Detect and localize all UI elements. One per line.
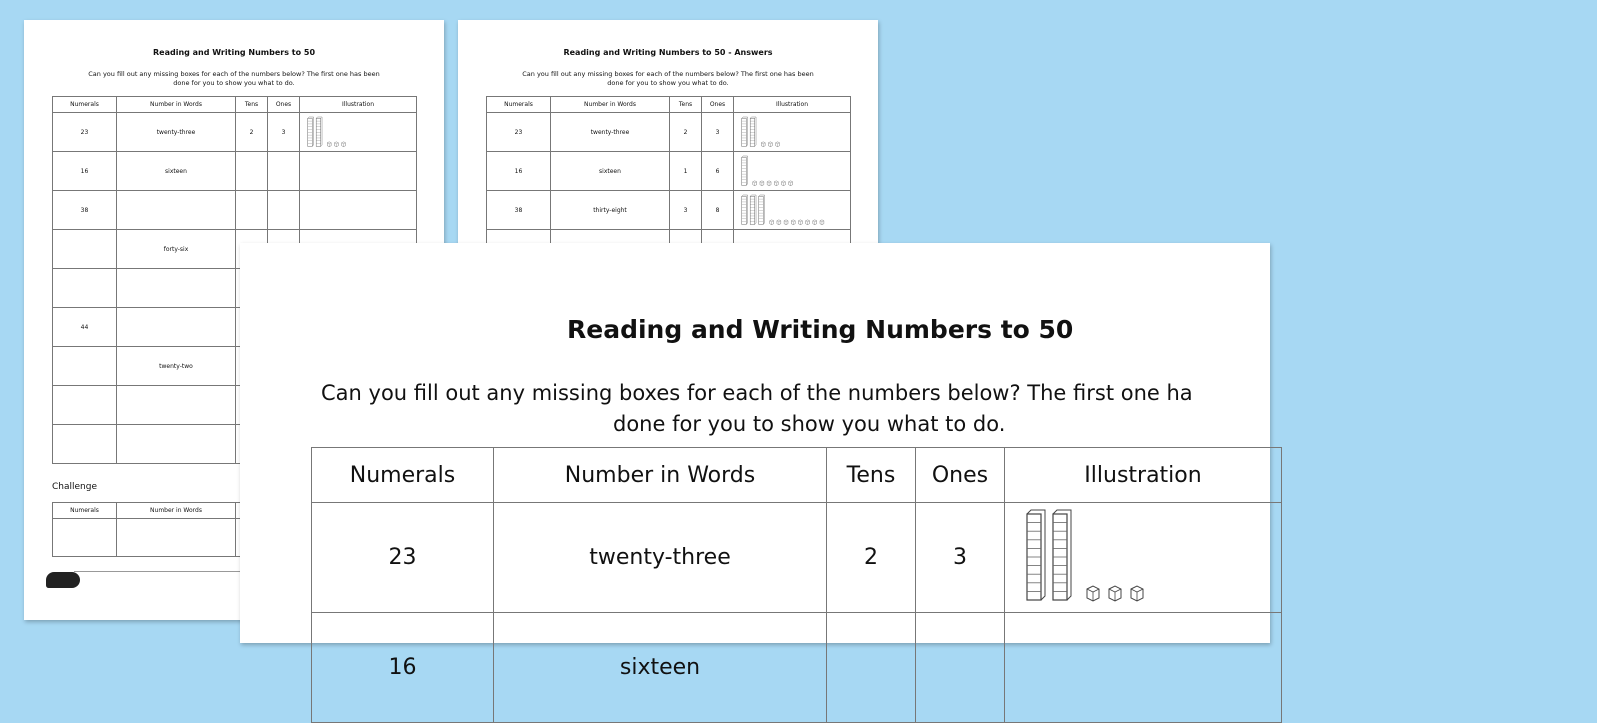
base-ten-cube-icon xyxy=(1109,586,1121,601)
cell-numerals: 38 xyxy=(53,191,117,230)
col-illustration: Illustration xyxy=(300,97,417,113)
worksheet-title: Reading and Writing Numbers to 50 xyxy=(152,48,316,57)
cell-illustration xyxy=(1005,613,1282,723)
base-ten-cube-icon xyxy=(820,219,824,224)
base-ten-cube-icon xyxy=(774,180,778,185)
cell-tens xyxy=(236,191,268,230)
base-ten-cube-icon xyxy=(770,219,774,224)
base-ten-cube-icon xyxy=(767,180,771,185)
base-ten-rod-icon xyxy=(1027,510,1045,600)
zoomed-instructions-line-1: Can you fill out any missing boxes for each of the numbers below? The first one ha xyxy=(321,381,1193,405)
zoomed-title: Reading and Writing Numbers to 50 xyxy=(567,315,1074,344)
cell-tens: 3 xyxy=(670,191,702,230)
base-ten-cube-icon xyxy=(784,219,788,224)
base-ten-cube-icon xyxy=(791,219,795,224)
base-ten-rod-icon xyxy=(308,117,314,146)
table-row xyxy=(487,113,851,152)
table-row xyxy=(53,152,417,191)
cell-words: twenty-three xyxy=(494,503,827,613)
cell-words: twenty-three xyxy=(551,113,670,152)
cell-numerals xyxy=(53,347,117,386)
cell-illustration xyxy=(300,152,417,191)
table-row xyxy=(53,113,417,152)
col-illustration: Illustration xyxy=(1005,448,1282,503)
cell-ones: 6 xyxy=(702,152,734,191)
cell-tens: 2 xyxy=(670,113,702,152)
base-ten-rod-icon xyxy=(1053,510,1071,600)
base-ten-cube-icon xyxy=(806,219,810,224)
base-ten-cube-icon xyxy=(753,180,757,185)
cell-numerals: 16 xyxy=(487,152,551,191)
challenge-label: Challenge xyxy=(52,482,97,492)
worksheet-instructions xyxy=(24,70,444,88)
col-numerals: Numerals xyxy=(312,448,494,503)
base-ten-rod-icon xyxy=(742,156,748,185)
zoomed-worksheet-page xyxy=(240,243,1270,680)
cell-words: sixteen xyxy=(551,152,670,191)
cell-ones: 8 xyxy=(702,191,734,230)
base-ten-cube-icon xyxy=(760,180,764,185)
col-tens: Tens xyxy=(827,448,916,503)
cell-ones xyxy=(916,613,1005,723)
col-ones: Ones xyxy=(916,448,1005,503)
cell-words xyxy=(117,308,236,347)
base-ten-cube-icon xyxy=(776,141,780,146)
cell-illustration xyxy=(1005,503,1282,613)
challenge-cell xyxy=(53,519,117,557)
instructions-line-1: Can you fill out any missing boxes for each of the numbers below? The first one has been xyxy=(88,70,380,78)
cell-tens: 2 xyxy=(827,503,916,613)
cell-numerals: 44 xyxy=(53,308,117,347)
col-words: Number in Words xyxy=(494,448,827,503)
cell-numerals: 23 xyxy=(487,113,551,152)
zoomed-numbers-table xyxy=(311,447,1282,723)
instructions-line-1: Can you fill out any missing boxes for each of the numbers below? The first one has been xyxy=(522,70,814,78)
cell-tens xyxy=(827,613,916,723)
cell-words xyxy=(117,191,236,230)
cell-numerals: 23 xyxy=(53,113,117,152)
cell-tens: 1 xyxy=(670,152,702,191)
cell-words: thirty-eight xyxy=(551,191,670,230)
cell-words: twenty-two xyxy=(117,347,236,386)
cell-words: sixteen xyxy=(117,152,236,191)
cell-words: forty-six xyxy=(117,230,236,269)
col-numerals: Numerals xyxy=(487,97,551,113)
col-illustration: Illustration xyxy=(734,97,851,113)
base-ten-rod-icon xyxy=(742,117,748,146)
table-row xyxy=(312,503,1282,613)
cell-numerals xyxy=(53,425,117,464)
instructions-line-2: done for you to show you what to do. xyxy=(173,79,295,87)
base-ten-cube-icon xyxy=(768,141,772,146)
cell-numerals: 16 xyxy=(53,152,117,191)
base-ten-cube-icon xyxy=(327,141,331,146)
cell-ones: 3 xyxy=(702,113,734,152)
cell-numerals xyxy=(53,230,117,269)
cell-illustration xyxy=(300,113,417,152)
cell-numerals: 38 xyxy=(487,191,551,230)
cell-ones: 3 xyxy=(268,113,300,152)
cell-words: twenty-three xyxy=(117,113,236,152)
base-ten-cube-icon xyxy=(761,141,765,146)
cell-illustration xyxy=(300,191,417,230)
table-row xyxy=(487,191,851,230)
base-ten-cube-icon xyxy=(342,141,346,146)
twinkl-logo-icon xyxy=(46,572,80,588)
base-ten-cube-icon xyxy=(789,180,793,185)
cell-ones xyxy=(268,191,300,230)
cell-numerals: 16 xyxy=(312,613,494,723)
base-ten-rod-icon xyxy=(316,117,322,146)
cell-words: sixteen xyxy=(494,613,827,723)
answers-instructions xyxy=(458,70,878,88)
base-ten-cube-icon xyxy=(777,219,781,224)
cell-words xyxy=(117,425,236,464)
zoomed-instructions-line-2: done for you to show you what to do. xyxy=(613,412,1006,436)
base-ten-rod-icon xyxy=(750,195,756,224)
instructions-line-2: done for you to show you what to do. xyxy=(607,79,729,87)
col-words: Number in Words xyxy=(551,97,670,113)
cell-illustration xyxy=(734,152,851,191)
base-ten-cube-icon xyxy=(334,141,338,146)
cell-tens xyxy=(236,152,268,191)
challenge-col-words: Number in Words xyxy=(117,503,236,519)
col-numerals: Numerals xyxy=(53,97,117,113)
base-ten-cube-icon xyxy=(813,219,817,224)
base-ten-rod-icon xyxy=(742,195,748,224)
col-tens: Tens xyxy=(670,97,702,113)
cell-illustration xyxy=(734,113,851,152)
table-row xyxy=(53,191,417,230)
challenge-col-numerals: Numerals xyxy=(53,503,117,519)
cell-numerals: 23 xyxy=(312,503,494,613)
answers-title: Reading and Writing Numbers to 50 - Answers xyxy=(563,48,773,57)
cell-ones xyxy=(268,152,300,191)
cell-words xyxy=(117,269,236,308)
cell-illustration xyxy=(734,191,851,230)
table-row xyxy=(487,152,851,191)
cell-numerals xyxy=(53,386,117,425)
col-tens: Tens xyxy=(236,97,268,113)
cell-numerals xyxy=(53,269,117,308)
base-ten-rod-icon xyxy=(759,195,765,224)
col-ones: Ones xyxy=(702,97,734,113)
cell-words xyxy=(117,386,236,425)
base-ten-cube-icon xyxy=(798,219,802,224)
col-ones: Ones xyxy=(268,97,300,113)
challenge-cell xyxy=(117,519,236,557)
table-row xyxy=(312,613,1282,723)
base-ten-cube-icon xyxy=(1131,586,1143,601)
base-ten-cube-icon xyxy=(1087,586,1099,601)
cell-ones: 3 xyxy=(916,503,1005,613)
col-words: Number in Words xyxy=(117,97,236,113)
base-ten-cube-icon xyxy=(781,180,785,185)
base-ten-rod-icon xyxy=(750,117,756,146)
cell-tens: 2 xyxy=(236,113,268,152)
